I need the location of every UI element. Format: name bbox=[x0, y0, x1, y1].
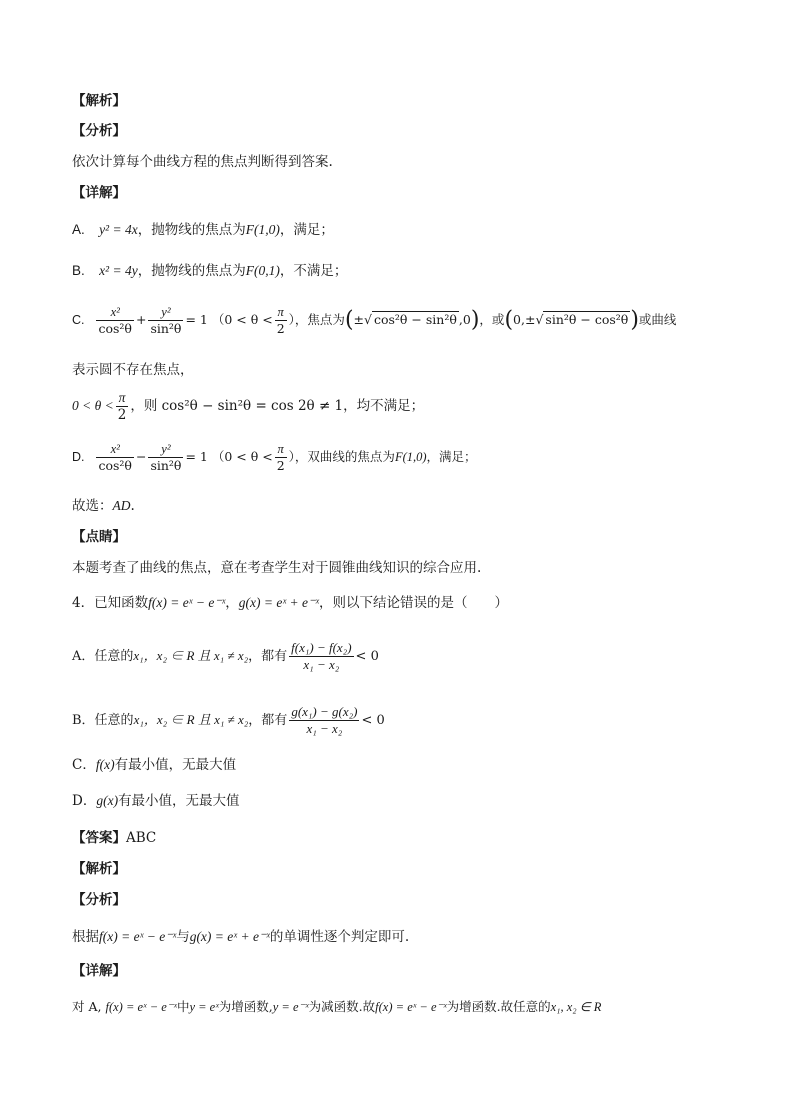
fenxi2-post: 的单调性逐个判定即可. bbox=[269, 929, 410, 945]
choice-answer: AD bbox=[112, 498, 131, 513]
option-c-focus2-root: sin²θ − cos²θ bbox=[545, 312, 629, 327]
q4c-fn: f(x) bbox=[95, 757, 115, 772]
fenxi-text: 依次计算每个曲线方程的焦点判断得到答案. bbox=[72, 154, 333, 170]
q4b-den: x₁ − x₂ bbox=[306, 721, 343, 736]
fenxi2-g: g(x) = eˣ + e⁻ˣ bbox=[189, 929, 270, 944]
q4b-tail: < 0 bbox=[361, 713, 385, 728]
option-d-den2: sin²θ bbox=[150, 458, 182, 473]
option-c3-identity: ，则 cos²θ − sin²θ = cos 2θ ≠ 1 bbox=[130, 398, 344, 414]
fenxi-text-2 bbox=[72, 928, 409, 946]
q4-option-d bbox=[72, 792, 240, 810]
detail-mid2: 为增函数, bbox=[218, 999, 273, 1014]
option-c3-end: ，均不满足； bbox=[343, 398, 425, 414]
option-a-focus: F(1,0) bbox=[245, 222, 280, 237]
option-c-focus1-zero: ,0 bbox=[458, 312, 471, 327]
dianjing-text: 本题考查了曲线的焦点，意在考查学生对于圆锥曲线知识的综合应用. bbox=[72, 560, 482, 576]
option-c-line: C. $\frac{\text{x²}}{\text{cos²θ}}$ + $\frac{\text{y²}}{\text{sin²θ}}$ = 1 （0 < θ < $\frac{\pi}{2}$ ），焦点为(±√ cos²θ − sin²θ ,0)，或(0,±√ sin²θ − cos²θ)或曲线 bbox=[72, 305, 677, 336]
q4a-tail: < 0 bbox=[355, 649, 379, 664]
option-c-den1: cos²θ bbox=[98, 321, 132, 336]
dianjing-heading: 【点睛】 bbox=[72, 529, 126, 545]
q4-pre: 4．已知函数 bbox=[72, 595, 149, 611]
option-c3-pi-frac bbox=[116, 390, 129, 423]
q4b-frac bbox=[289, 704, 359, 737]
option-d-line bbox=[72, 441, 477, 474]
option-c-cond-close: ） bbox=[288, 312, 295, 327]
detail-f: f(x) = eˣ − e⁻ˣ bbox=[105, 1000, 177, 1014]
q4-option-a bbox=[72, 640, 379, 673]
fenxi-heading: 【分析】 bbox=[72, 123, 126, 139]
fenxi-heading-2: 【分析】 bbox=[72, 892, 126, 908]
option-d-num2: y² bbox=[148, 441, 183, 458]
q4c-text: 有最小值，无最大值 bbox=[114, 757, 237, 773]
option-a-line bbox=[72, 221, 334, 239]
option-c-focus-text: ，焦点为 bbox=[294, 312, 345, 327]
option-d-pi: π bbox=[275, 441, 287, 458]
detail-y1: y = eˣ bbox=[189, 1000, 219, 1014]
detail-mid3: 为减函数.故 bbox=[308, 999, 376, 1014]
option-c-focus2-pm: 0,± bbox=[513, 312, 536, 327]
q4a-mid: ，都有 bbox=[248, 649, 288, 664]
q4d-fn: g(x) bbox=[96, 793, 119, 808]
answer-line bbox=[72, 829, 156, 847]
option-d-den1: cos²θ bbox=[98, 458, 132, 473]
analysis-heading: 【解析】 bbox=[72, 93, 126, 109]
q4a-frac bbox=[289, 640, 353, 673]
q4a-num: f(x₁) − f(x₂) bbox=[291, 640, 352, 655]
q4a-den: x₁ − x₂ bbox=[303, 657, 340, 672]
option-d-cond-open: （0 < θ < bbox=[211, 449, 273, 464]
option-c-plus: + bbox=[135, 312, 147, 327]
choice-post: . bbox=[130, 498, 135, 514]
option-c-label: C. bbox=[72, 313, 85, 327]
option-b-line bbox=[72, 262, 347, 280]
option-a-text: ，抛物线的焦点为 bbox=[137, 222, 246, 238]
detail-y2: y = e⁻ˣ bbox=[272, 1000, 309, 1014]
option-d-text: ，双曲线的焦点为 bbox=[294, 449, 395, 464]
option-c-pi: π bbox=[275, 304, 287, 321]
question-4-stem bbox=[72, 594, 508, 612]
answer-value: ABC bbox=[126, 830, 157, 846]
option-b-equation: x² = 4y bbox=[99, 263, 138, 278]
detail-line-a bbox=[72, 998, 601, 1016]
option-c-den2: sin²θ bbox=[150, 321, 182, 336]
detail-pre: 对 A, bbox=[72, 999, 102, 1014]
option-c3-two: 2 bbox=[117, 407, 127, 423]
detail-f2: f(x) = eˣ − e⁻ˣ bbox=[375, 1000, 447, 1014]
q4c-label: C． bbox=[72, 757, 96, 773]
q4a-vars: x₁，x₂ ∈ R 且 x₁ ≠ x₂ bbox=[133, 648, 249, 663]
detail-vars: x₁, x₂ ∈ R bbox=[550, 1000, 602, 1014]
option-d-focus: F(1,0) bbox=[394, 450, 427, 464]
option-c-tail: 或曲线 bbox=[638, 312, 677, 327]
option-b-focus: F(0,1) bbox=[245, 263, 280, 278]
option-b-result: ，不满足； bbox=[279, 263, 348, 279]
option-c-line2: 表示圆不存在焦点， bbox=[72, 362, 194, 378]
option-c3-pi: π bbox=[116, 390, 129, 407]
q4-option-c bbox=[72, 756, 236, 774]
option-d-label: D. bbox=[72, 450, 85, 464]
detail-mid1: 中 bbox=[176, 999, 190, 1014]
option-c-pi-frac bbox=[275, 304, 287, 337]
q4-g: g(x) = eˣ + e⁻ˣ bbox=[238, 595, 319, 610]
q4b-mid: ，都有 bbox=[248, 713, 288, 728]
option-c-cond-open: （0 < θ < bbox=[211, 312, 273, 327]
option-d-num1: x² bbox=[96, 441, 133, 458]
option-d-two: 2 bbox=[276, 458, 285, 473]
xiangjie-heading: 【详解】 bbox=[72, 185, 126, 201]
option-d-minus: − bbox=[135, 449, 147, 464]
option-c-focus1-root: cos²θ − sin²θ bbox=[373, 312, 457, 327]
q4a-label: A．任意的 bbox=[72, 649, 134, 664]
q4d-text: 有最小值，无最大值 bbox=[118, 793, 240, 809]
option-c-num1: x² bbox=[96, 304, 133, 321]
option-d-pi-frac bbox=[275, 441, 287, 474]
option-d-result: ，满足； bbox=[426, 449, 477, 464]
q4-option-b bbox=[72, 704, 385, 737]
choice-line bbox=[72, 497, 135, 515]
option-d-frac2 bbox=[148, 441, 183, 474]
option-c-num2: y² bbox=[148, 304, 183, 321]
q4-f: f(x) = eˣ − e⁻ˣ bbox=[148, 595, 226, 610]
q4b-vars: x₁，x₂ ∈ R 且 x₁ ≠ x₂ bbox=[133, 712, 249, 727]
option-d-cond-close: ） bbox=[288, 449, 295, 464]
xiangjie-heading-2: 【详解】 bbox=[72, 963, 126, 979]
fenxi2-mid: 与 bbox=[176, 929, 190, 945]
option-a-equation: y² = 4x bbox=[99, 222, 138, 237]
q4d-label: D． bbox=[72, 793, 97, 809]
option-c-two: 2 bbox=[276, 321, 285, 336]
option-c-line3 bbox=[72, 390, 424, 423]
option-c-or: ，或 bbox=[479, 312, 505, 327]
analysis-heading-2: 【解析】 bbox=[72, 861, 126, 877]
option-c-eq: = 1 bbox=[185, 312, 208, 327]
detail-mid4: 为增函数.故任意的 bbox=[446, 999, 551, 1014]
fenxi2-f: f(x) = eˣ − e⁻ˣ bbox=[99, 929, 177, 944]
option-a-result: ，满足； bbox=[279, 222, 334, 238]
option-c-frac2 bbox=[148, 304, 183, 337]
option-b-label: B. bbox=[72, 263, 85, 278]
q4b-label: B．任意的 bbox=[72, 713, 134, 728]
option-a-label: A. bbox=[72, 222, 85, 237]
option-b-text: ，抛物线的焦点为 bbox=[137, 263, 246, 279]
fenxi2-pre: 根据 bbox=[72, 929, 99, 945]
option-c-frac1 bbox=[96, 304, 133, 337]
choice-pre: 故选： bbox=[72, 498, 113, 514]
option-c-focus1-pm: ± bbox=[353, 312, 365, 327]
q4-post: ，则以下结论错误的是（ ） bbox=[318, 595, 508, 611]
option-d-eq: = 1 bbox=[185, 449, 208, 464]
option-d-frac1 bbox=[96, 441, 133, 474]
q4b-num: g(x₁) − g(x₂) bbox=[291, 704, 358, 719]
option-c3-cond: 0 < θ < bbox=[72, 398, 114, 413]
answer-heading: 【答案】 bbox=[72, 830, 126, 846]
q4-sep: ， bbox=[225, 595, 239, 611]
